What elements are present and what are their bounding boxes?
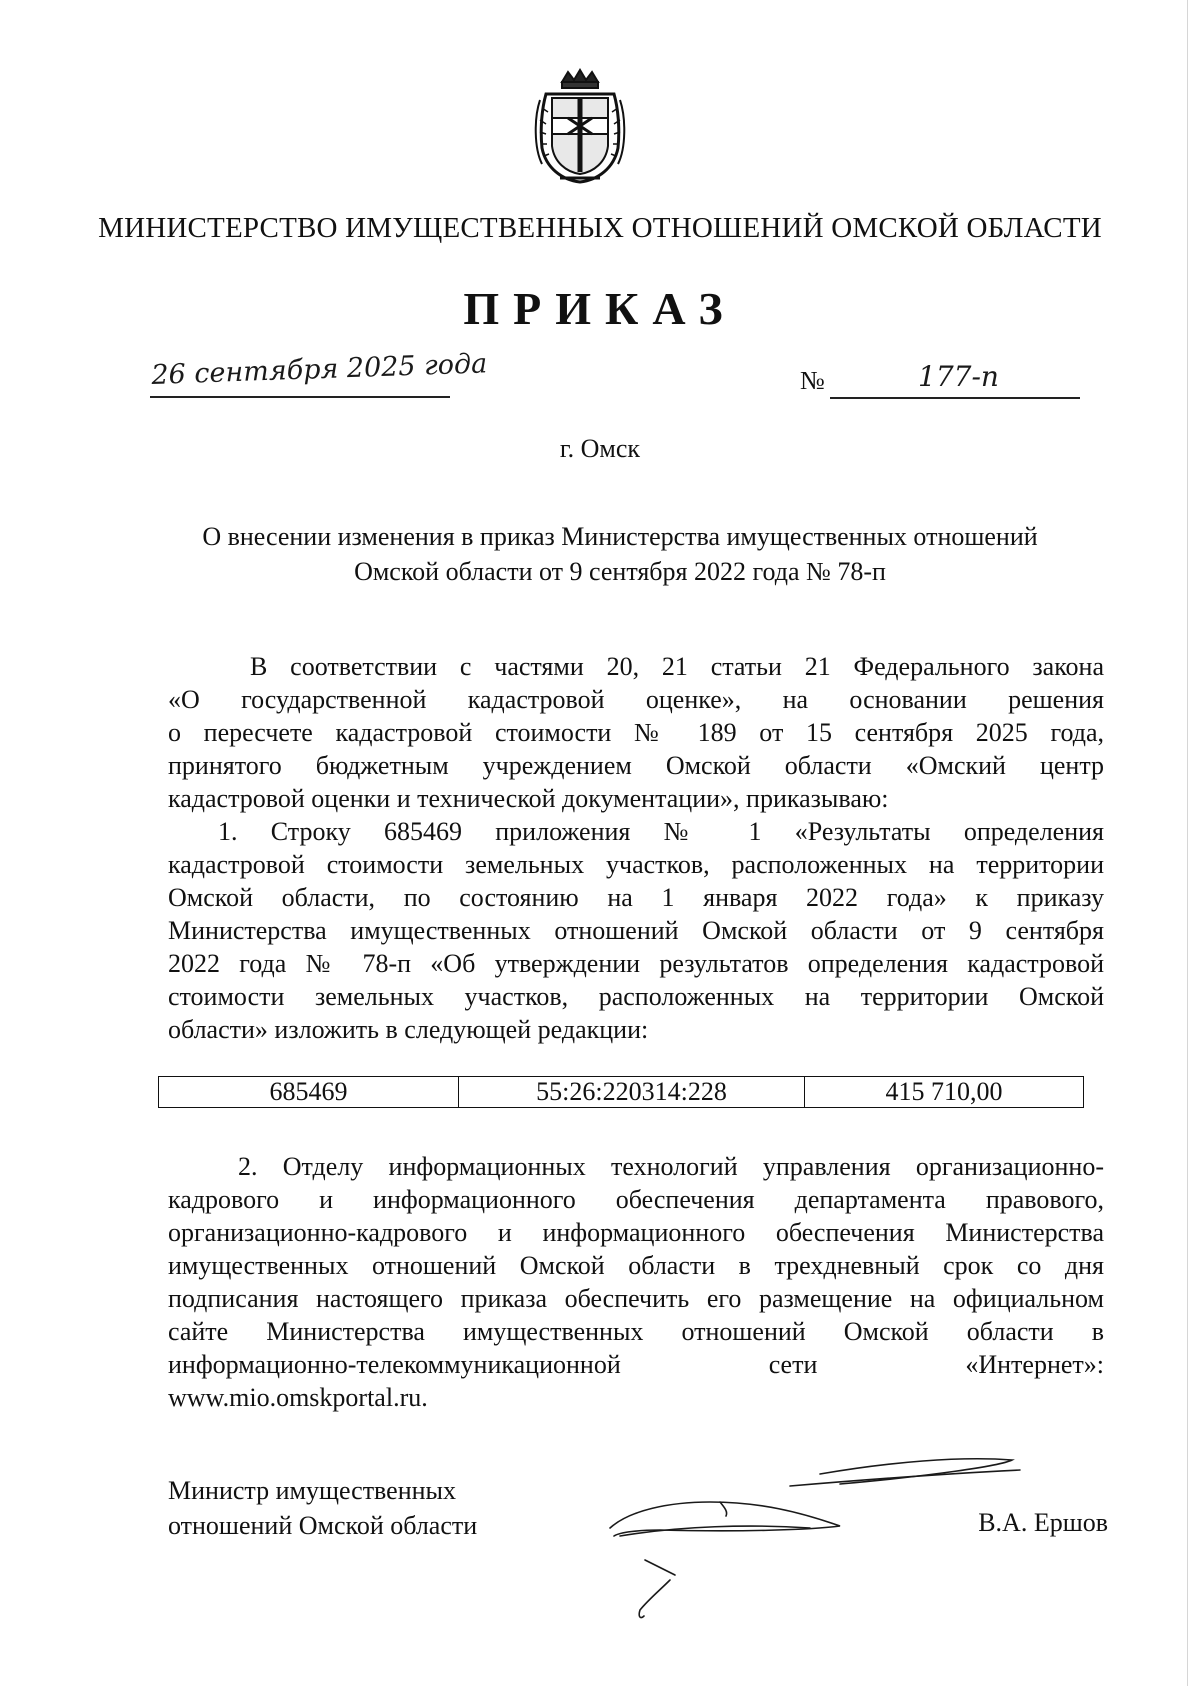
paragraph-line: сайте Министерства имущественных отношений Омской области в (168, 1317, 1104, 1346)
coat-of-arms-icon (532, 68, 628, 186)
handwritten-date: 26 сентября 2025 года (150, 348, 488, 391)
paragraph-line: области» изложить в следующей редакции: (168, 1015, 649, 1044)
paragraph-line: Омской области, по состоянию на 1 января 2022 года» к приказу (168, 883, 1104, 912)
paragraph-line: подписания настоящего приказа обеспечить его размещение на официальном (168, 1284, 1104, 1313)
paragraph-line: 2. Отделу информационных технологий управления организационно- (238, 1152, 1104, 1181)
ministry-name: МИНИСТЕРСТВО ИМУЩЕСТВЕННЫХ ОТНОШЕНИЙ ОМСКОЙ ОБЛАСТИ (98, 212, 1102, 244)
signer-position-line: отношений Омской области (168, 1511, 478, 1540)
signer-name: В.А. Ершов (978, 1508, 1108, 1537)
paragraph-line: имущественных отношений Омской области в трехдневный срок со дня (168, 1251, 1104, 1280)
paragraph-line: принятого бюджетным учреждением Омской области «Омский центр (168, 751, 1104, 780)
city-line: г. Омск (559, 434, 641, 463)
handwritten-number: 177-п (918, 360, 999, 393)
paragraph-line: В соответствии с частями 20, 21 статьи 21 Федерального закона (250, 652, 1104, 681)
clause-2-paragraph (168, 1150, 1104, 1414)
table-cell-row-number: 685469 (159, 1077, 459, 1107)
signer-position-line: Министр имущественных (168, 1476, 457, 1505)
paragraph-line: www.mio.omskportal.ru. (168, 1383, 428, 1412)
document-type-title: ПРИКАЗ (463, 283, 737, 334)
paragraph-line: «О государственной кадастровой оценке», на основании решения (168, 685, 1104, 714)
paragraph-line: 1. Строку 685469 приложения № 1 «Результаты определения (218, 817, 1104, 846)
table-cell-cadastral-number: 55:26:220314:228 (459, 1077, 805, 1107)
number-underline (830, 397, 1080, 399)
paragraph-line: кадастровой стоимости земельных участков, расположенных на территории (168, 850, 1104, 879)
paragraph-line: о пересчете кадастровой стоимости № 189 от 15 сентября 2025 года, (168, 718, 1104, 747)
subject-line: О внесении изменения в приказ Министерства имущественных отношений (202, 522, 1038, 551)
subject-line: Омской области от 9 сентября 2022 года № 78-п (354, 557, 886, 586)
paragraph-line: 2022 года № 78-п «Об утверждении результатов определения кадастровой (168, 949, 1104, 978)
signer-position (168, 1473, 477, 1543)
paragraph-line: кадрового и информационного обеспечения департамента правового, (168, 1185, 1104, 1214)
paragraph-line: кадастровой оценки и технической документации», приказываю: (168, 784, 889, 813)
preamble-paragraph (168, 650, 1104, 815)
paragraph-line: стоимости земельных участков, расположенных на территории Омской (168, 982, 1104, 1011)
clause-1-paragraph (168, 815, 1104, 1046)
cadastral-value-table (158, 1076, 1084, 1108)
date-underline (150, 396, 450, 398)
paragraph-line: Министерства имущественных отношений Омской области от 9 сентября (168, 916, 1104, 945)
paragraph-line: информационно-телекоммуникационной сети «Интернет»: (168, 1350, 1104, 1379)
order-subject (150, 519, 1090, 589)
number-sign: № (800, 366, 825, 395)
table-cell-cadastral-value: 415 710,00 (885, 1077, 1003, 1106)
scan-edge-line (1187, 0, 1188, 1686)
paragraph-line: организационно-кадрового и информационного обеспечения Министерства (168, 1218, 1104, 1247)
